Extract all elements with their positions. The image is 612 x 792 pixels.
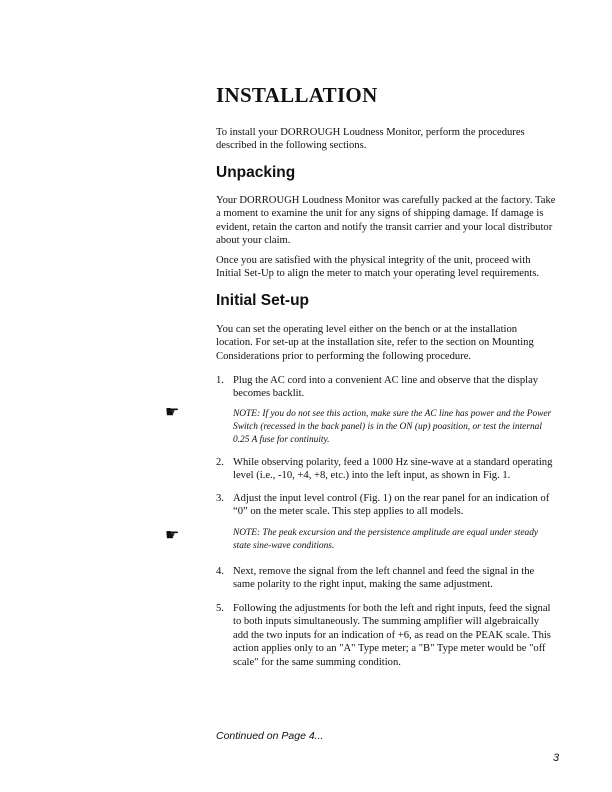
- page-heading: INSTALLATION: [216, 83, 378, 107]
- intro-paragraph: To install your DORROUGH Loudness Monitor, perform the procedures described in the following sections.: [216, 127, 525, 152]
- list-item-number: 4.: [216, 566, 224, 577]
- section-title-initial-setup: Initial Set-up: [216, 292, 309, 309]
- pointing-hand-icon: ☛: [165, 402, 180, 421]
- continued-note: Continued on Page 4...: [216, 730, 324, 742]
- section-title-unpacking: Unpacking: [216, 164, 296, 181]
- note-1: NOTE: If you do not see this action, make sure the AC line has power and the Power Switch (recessed in the back panel) is in the ON (up) poasition, or test the internal 0.25 A fuse for continuity.: [233, 409, 552, 445]
- list-item-text: Next, remove the signal from the left channel and feed the signal in the same polarity to the right input, making the same adjustment.: [233, 566, 535, 591]
- list-item-number: 2.: [216, 457, 224, 468]
- page-number: 3: [553, 752, 560, 764]
- unpacking-paragraph-2: Once you are satisfied with the physical integrity of the unit, proceed with Initial Set-Up to align the meter to match your operating level requirements.: [216, 255, 540, 280]
- note-2: NOTE: The peak excursion and the persistence amplitude are equal under steady state sine-wave conditions.: [233, 528, 539, 551]
- unpacking-paragraph-1: Your DORROUGH Loudness Monitor was carefully packed at the factory. Take a moment to examine the unit for any signs of shipping damage. If damage is evident, retain the carton and notify the transit carrier and your local distributor about your claim.: [216, 195, 556, 247]
- pointing-hand-icon: ☛: [165, 525, 180, 544]
- list-item-number: 5.: [216, 603, 224, 614]
- setup-paragraph: You can set the operating level either on the bench or at the installation location. For set-up at the installation site, refer to the section on Mounting Considerations prior to performing the following procedure.: [216, 324, 534, 362]
- list-item-text: Plug the AC cord into a convenient AC line and observe that the display becomes backlit.: [233, 375, 539, 400]
- list-item-number: 3.: [216, 493, 224, 504]
- list-item-text: While observing polarity, feed a 1000 Hz sine-wave at a standard operating level (i.e., -10, +4, +8, etc.) into the left input, as shown in Fig. 1.: [233, 457, 553, 482]
- list-item-number: 1.: [216, 375, 224, 386]
- list-item-text: Following the adjustments for both the left and right inputs, feed the signal to both inputs simultaneously. The summing amplifier will algebraically add the two inputs for an indication of +6, as read on the PEAK scale. This action applies only to an "A" Type meter; a "B" Type meter would be "off scale" for the same summing condition.: [233, 603, 551, 668]
- list-item-text: Adjust the input level control (Fig. 1) on the rear panel for an indication of “0” on the meter scale. This step applies to all models.: [233, 493, 550, 518]
